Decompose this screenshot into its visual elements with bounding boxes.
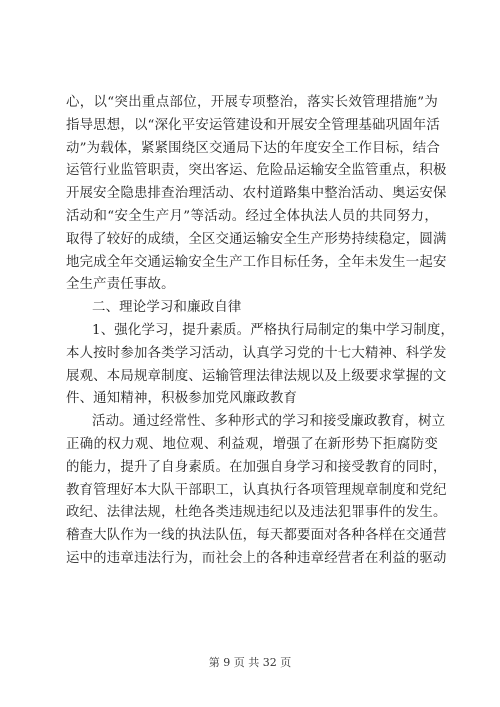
paragraph-line: 本人按时参加各类学习活动，认真学习党的十七大精神、科学发 bbox=[66, 345, 447, 361]
paragraph-line: 活动。通过经常性、多种形式的学习和接受廉政教育，树立 bbox=[92, 414, 446, 430]
paragraph-line: 开展安全隐患排查治理活动、农村道路集中整治活动、奥运安保 bbox=[66, 186, 447, 202]
paragraph-line: 全生产责任事故。 bbox=[66, 277, 175, 293]
paragraph-line: 稽查大队作为一线的执法队伍，每天都要面对各种各样在交通营 bbox=[66, 528, 447, 544]
paragraph-line: 的能力，提升了自身素质。在加强自身学习和接受教育的同时， bbox=[66, 459, 447, 475]
paragraph-line: 指导思想，以“深化平安运管建设和开展安全管理基础巩固年活 bbox=[66, 117, 440, 133]
paragraph-line: 活动和“安全生产月”等活动。经过全体执法人员的共同努力， bbox=[66, 208, 438, 224]
paragraph-line: 政纪、法律法规，杜绝各类违规违纪以及违法犯罪事件的发生。 bbox=[66, 505, 447, 521]
paragraph-line: 动”为载体，紧紧围绕区交通局下达的年度安全工作目标，结合 bbox=[66, 140, 440, 156]
page-number-footer: 第 9 页 共 32 页 bbox=[208, 656, 292, 669]
document-body bbox=[66, 92, 455, 571]
paragraph-line: 教育管理好本大队干部职工，认真执行各项管理规章制度和党纪 bbox=[66, 482, 447, 498]
paragraph-line: 地完成全年交通运输安全生产工作目标任务，全年未发生一起安 bbox=[66, 254, 447, 270]
paragraph-line: 1、强化学习，提升素质。严格执行局制定的集中学习制度， bbox=[92, 322, 455, 338]
section-heading: 二、理论学习和廉政自律 bbox=[92, 300, 242, 316]
paragraph-line: 件、通知精神，积极参加党风廉政教育 bbox=[66, 391, 298, 407]
paragraph-line: 运管行业监管职责，突出客运、危险品运输安全监管重点，积极 bbox=[66, 163, 447, 179]
paragraph-line: 展观、本局规章制度、运输管理法律法规以及上级要求掌握的文 bbox=[66, 368, 447, 384]
paragraph-line: 运中的违章违法行为，而社会上的各种违章经营者在利益的驱动 bbox=[66, 550, 447, 566]
paragraph-line: 心，以“突出重点部位，开展专项整治，落实长效管理措施”为 bbox=[66, 95, 438, 110]
paragraph-line: 取得了较好的成绩，全区交通运输安全生产形势持续稳定，圆满 bbox=[66, 231, 447, 247]
paragraph-line: 正确的权力观、地位观、利益观，增强了在新形势下拒腐防变 bbox=[66, 436, 438, 452]
